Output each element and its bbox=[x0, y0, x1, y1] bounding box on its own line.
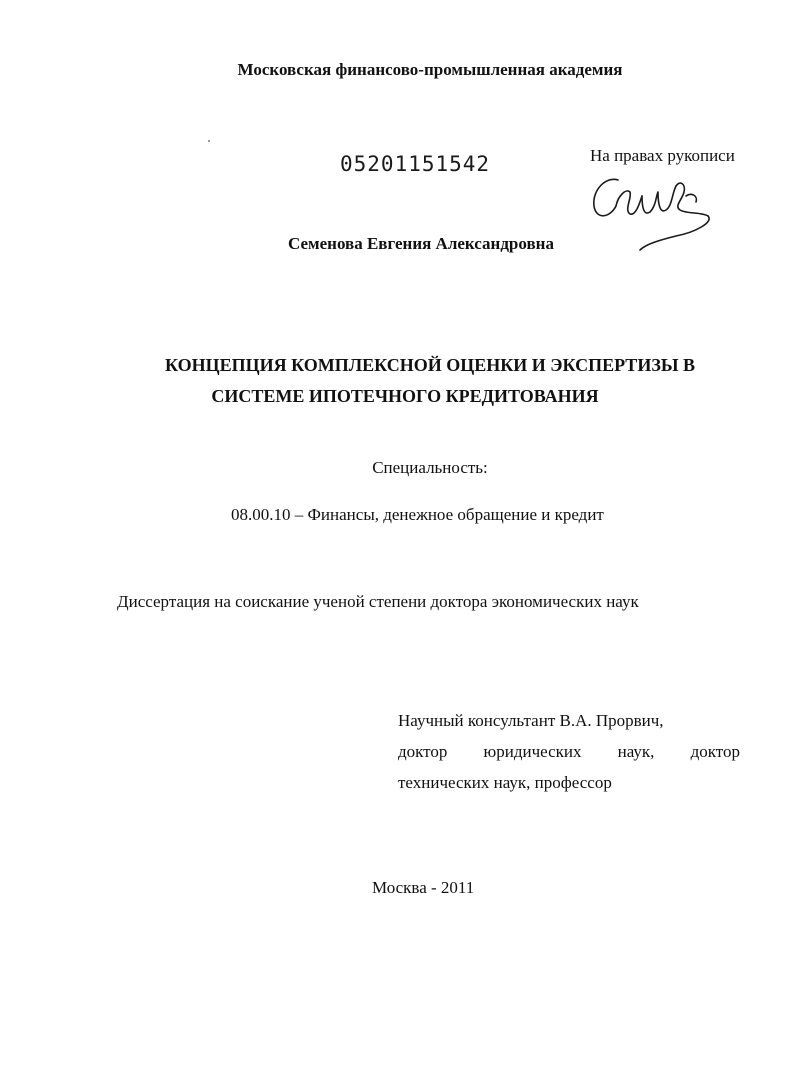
institution-name: Московская финансово-промышленная академия bbox=[237, 60, 623, 79]
author-name: Семенова Евгения Александровна bbox=[288, 234, 554, 253]
degree-word: наук, bbox=[617, 742, 655, 761]
dissertation-statement: Диссертация на соискание ученой степени доктора экономических наук bbox=[117, 592, 639, 611]
degree-word: юридических bbox=[483, 742, 582, 761]
specialty-code: 08.00.10 – Финансы, денежное обращение и кредит bbox=[231, 505, 604, 524]
degree-word: доктор bbox=[690, 742, 740, 761]
signature-icon bbox=[586, 166, 726, 258]
title-line-1: КОНЦЕПЦИЯ КОМПЛЕКСНОЙ ОЦЕНКИ И ЭКСПЕРТИЗЫ В bbox=[164, 355, 695, 375]
document-number: 05201151542 bbox=[340, 152, 491, 176]
advisor-degrees-line-2: технических наук, профессор bbox=[398, 773, 612, 792]
scan-speck bbox=[208, 140, 210, 142]
advisor-line: Научный консультант В.А. Прорвич, bbox=[398, 711, 664, 730]
degree-word: доктор bbox=[398, 742, 448, 761]
dissertation-title bbox=[0, 350, 796, 412]
city-year: Москва - 2011 bbox=[372, 878, 475, 897]
advisor-degrees-line-1 bbox=[398, 742, 740, 762]
rights-notice: На правах рукописи bbox=[590, 146, 735, 165]
title-line-2: СИСТЕМЕ ИПОТЕЧНОГО КРЕДИТОВАНИЯ bbox=[211, 386, 599, 406]
specialty-label: Специальность: bbox=[372, 458, 488, 477]
